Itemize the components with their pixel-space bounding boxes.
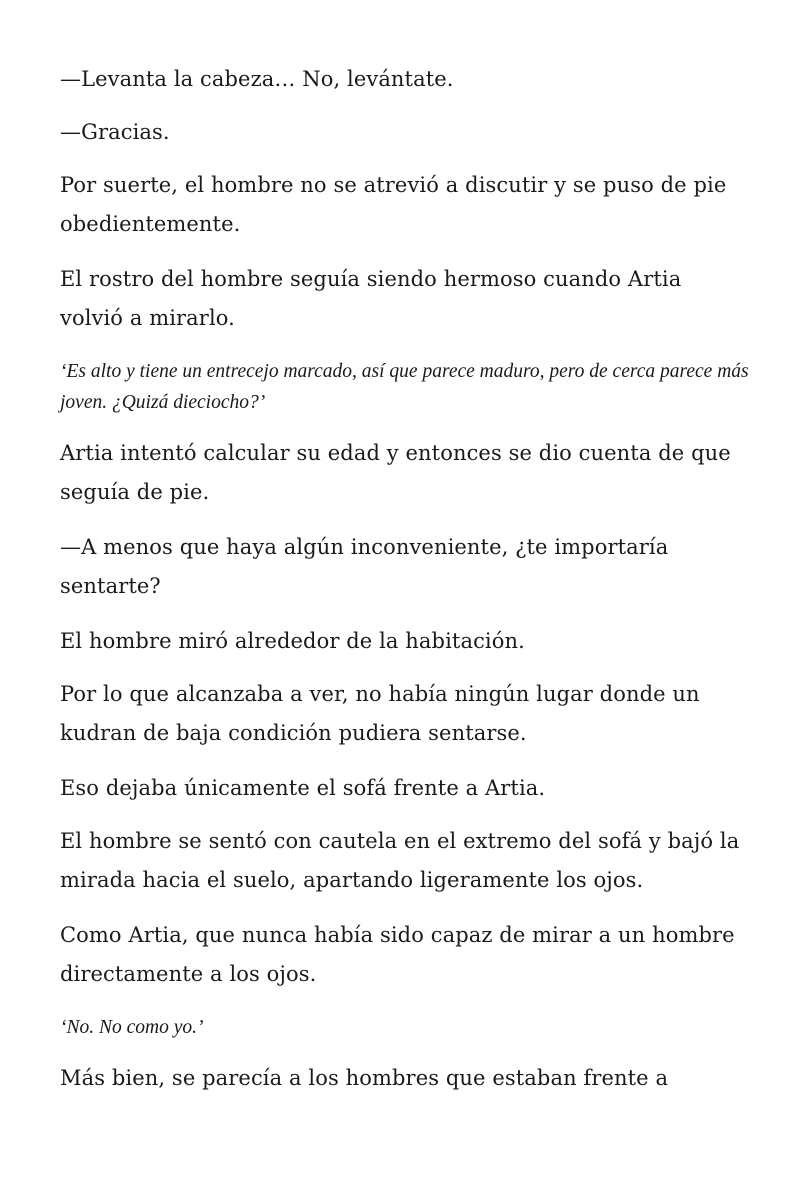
document-page [60,60,750,1114]
paragraph-2: —Gracias. [60,120,170,144]
paragraph-4: El rostro del hombre seguía siendo hermoso cuando Artia volvió a mirarlo. [60,267,682,330]
paragraph-5: Artia intentó calcular su edad y entonces se dio cuenta de que seguía de pie. [60,441,731,504]
paragraph-8: Por lo que alcanzaba a ver, no había ningún lugar donde un kudran de baja condición pudiera sentarse. [60,682,700,745]
paragraph-9: Eso dejaba únicamente el sofá frente a Artia. [60,776,546,800]
thought-2: ‘No. No como yo.’ [60,1017,204,1038]
paragraph-1: —Levanta la cabeza… No, levántate. [60,67,454,91]
paragraph-10: El hombre se sentó con cautela en el extremo del sofá y bajó la mirada hacia el suelo, apartando ligeramente los ojos. [60,829,740,892]
paragraph-6: —A menos que haya algún inconveniente, ¿te importaría sentarte? [60,535,669,598]
paragraph-7: El hombre miró alrededor de la habitación. [60,629,525,653]
thought-1: ‘Es alto y tiene un entrecejo marcado, así que parece maduro, pero de cerca parece más joven. ¿Quizá dieciocho?’ [60,361,749,413]
paragraph-3: Por suerte, el hombre no se atrevió a discutir y se puso de pie obedientemente. [60,173,727,236]
paragraph-12: Más bien, se parecía a los hombres que estaban frente a [60,1066,669,1090]
paragraph-11: Como Artia, que nunca había sido capaz de mirar a un hombre directamente a los ojos. [60,923,735,986]
